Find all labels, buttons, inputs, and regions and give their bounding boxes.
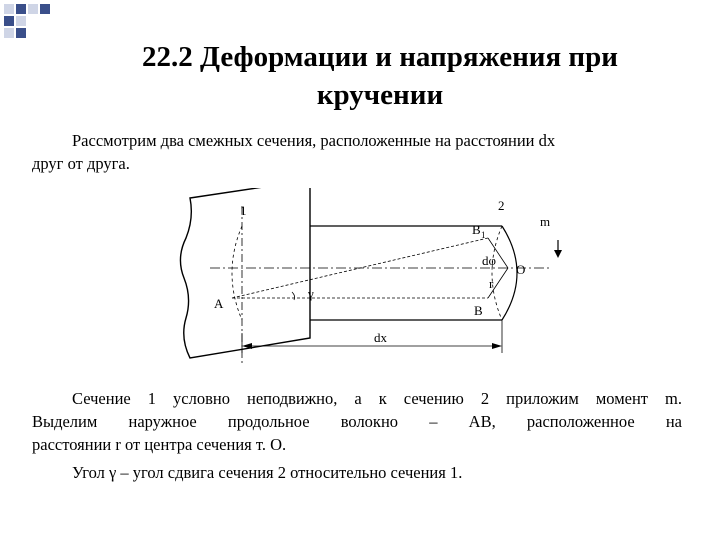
corner-bullet-decoration <box>0 0 60 50</box>
title-line-1: 22.2 Деформации и напряжения при <box>142 41 618 73</box>
second-paragraph <box>32 387 682 456</box>
torsion-diagram <box>170 188 570 378</box>
intro-paragraph <box>32 129 682 175</box>
label-section-2: 2 <box>498 198 505 213</box>
title-line-2: кручении <box>316 79 444 111</box>
slide-title <box>60 38 700 114</box>
p2-line-2: Выделим наружное продольное волокно – AB, расположенное на <box>32 412 682 431</box>
label-dx: dx <box>374 330 387 345</box>
label-r: r <box>489 276 494 291</box>
label-moment: m <box>540 214 551 229</box>
label-B: B <box>474 303 483 318</box>
gamma-arc <box>292 292 295 300</box>
section-2-hidden <box>492 226 502 320</box>
section-1-hidden-arc <box>232 226 242 320</box>
label-gamma: γ <box>308 286 314 301</box>
label-B1-subscript: 1 <box>481 230 486 240</box>
third-paragraph <box>32 461 682 484</box>
p3-line-1: Угол γ – угол сдвига сечения 2 относительно сечения 1. <box>72 463 463 482</box>
label-A: A <box>214 296 224 311</box>
p2-line-1: Сечение 1 условно неподвижно, а к сечению 2 приложим момент m. <box>72 389 682 408</box>
label-section-1: 1 <box>240 203 247 218</box>
p2-line-3: расстоянии r от центра сечения т. O. <box>32 435 287 454</box>
dx-arrow-right <box>492 343 502 349</box>
intro-line-2: друг от друга. <box>32 154 130 173</box>
label-B1: B <box>472 222 481 237</box>
label-O: O <box>516 262 526 277</box>
label-dphi: dφ <box>482 253 497 268</box>
intro-line-1: Рассмотрим два смежных сечения, расположенные на расстоянии dx <box>72 131 556 150</box>
moment-arrowhead <box>554 250 562 258</box>
